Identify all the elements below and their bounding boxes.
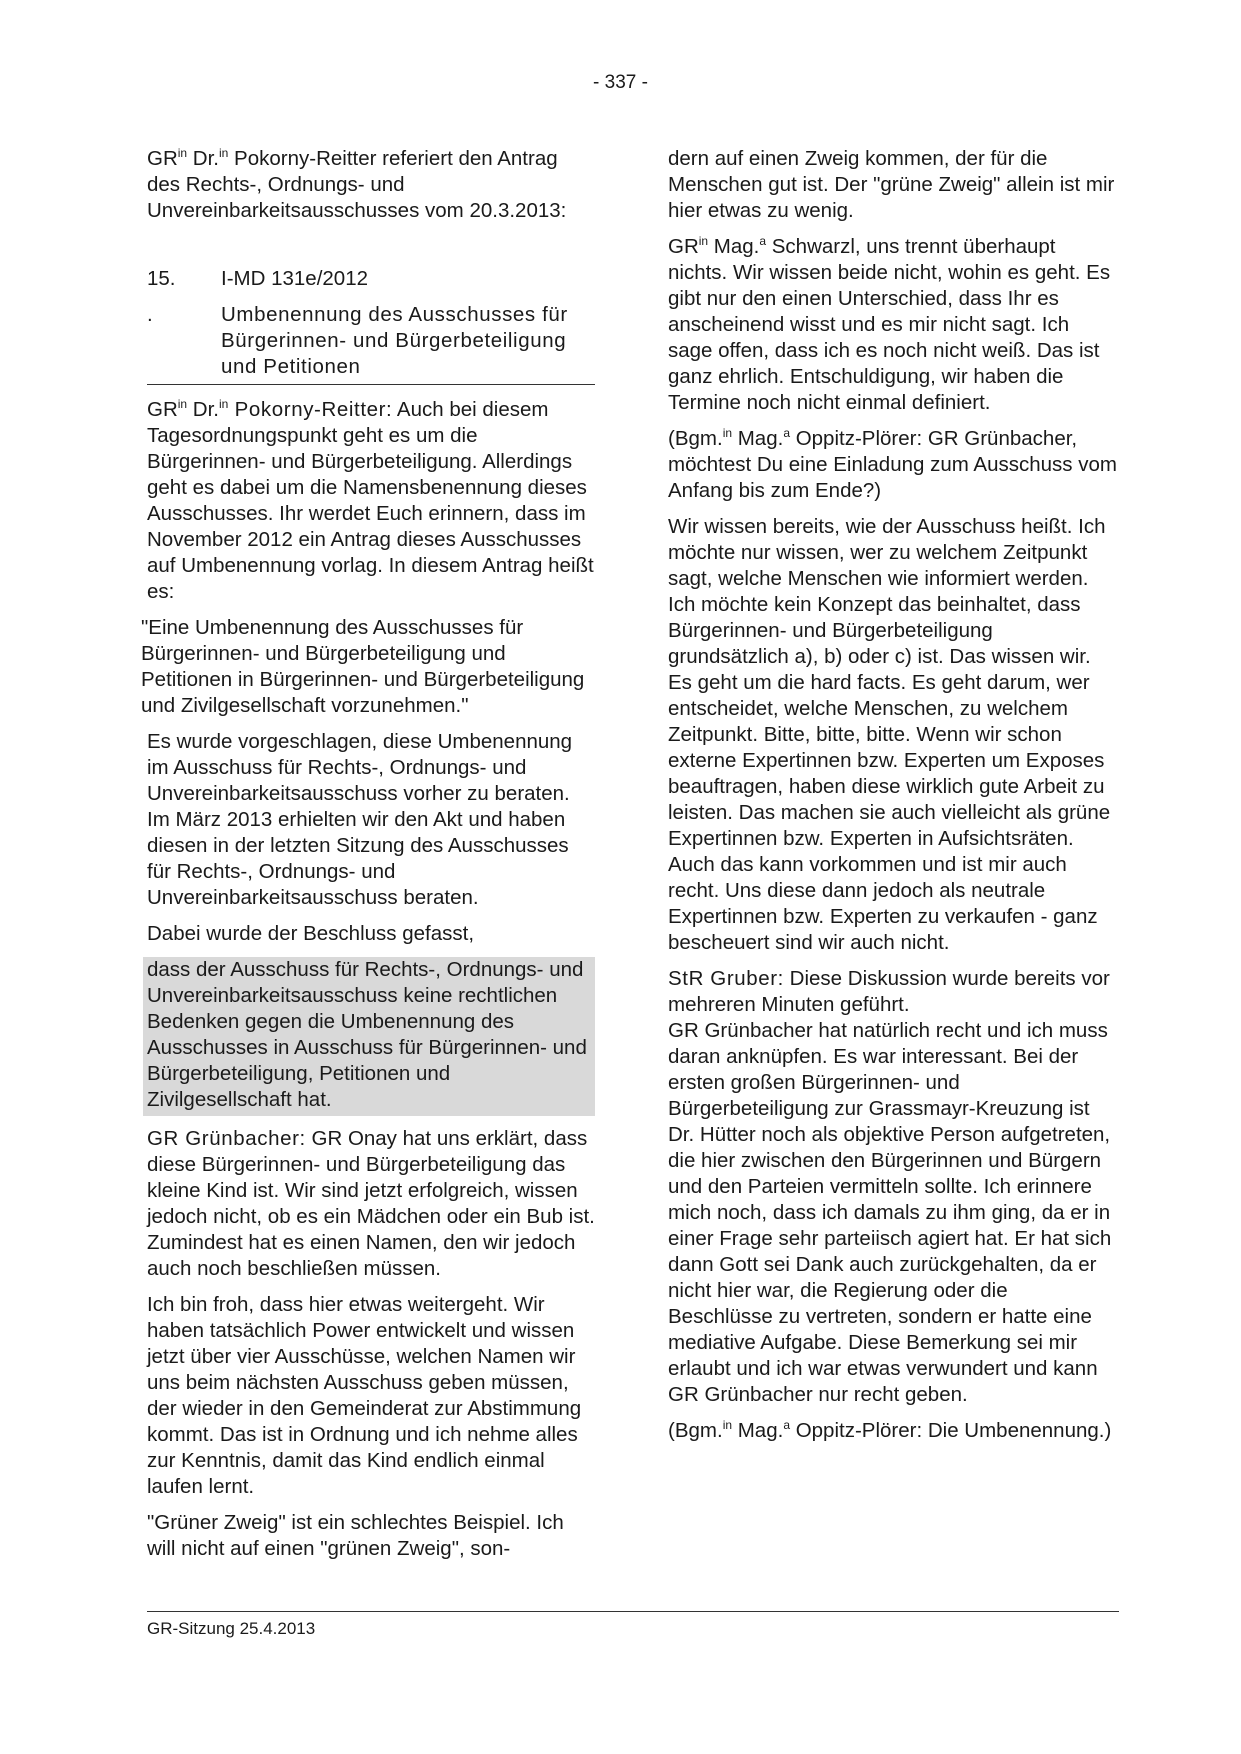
speech-gruenbacher bbox=[147, 1126, 595, 1282]
interjection-text: Oppitz-Plörer: GR Grünbacher, möchtest Du eine Einladung zum Ausschuss vom Anfang bis zum Ende?) bbox=[668, 427, 1117, 502]
title-gr: GR bbox=[147, 147, 178, 170]
intro-paragraph bbox=[147, 146, 595, 224]
speech-gruber bbox=[668, 966, 1118, 1408]
speech-text: Diese Diskussion wurde bereits vor mehreren Minuten geführt. bbox=[668, 967, 1110, 1016]
paragraph: "Grüner Zweig" ist ein schlechtes Beispiel. Ich will nicht auf einen "grünen Zweig", son- bbox=[147, 1511, 564, 1560]
resolution-box: dass der Ausschuss für Rechts-, Ordnungs- und Unvereinbarkeitsausschuss keine rechtlichen Bedenken gegen die Umbenennung des Ausschusses in Ausschuss für Bürgerinnen- und Bürgerbeteiligung, Petitionen und Zivilgesellschaft hat. bbox=[143, 957, 595, 1116]
agenda-item-number: 15. bbox=[147, 267, 176, 290]
speaker-name: GR Grünbacher: bbox=[147, 1127, 306, 1150]
sup-in: in bbox=[722, 1418, 733, 1433]
intro-text: Pokorny-Reitter referiert den Antrag des Rechts-, Ordnungs- und Unvereinbarkeitsausschusses vom 20.3.2013: bbox=[147, 147, 567, 222]
paragraph: Es wurde vorgeschlagen, diese Umbenennung im Ausschuss für Rechts-, Ordnungs- und Unvereinbarkeitsausschuss vorher zu beraten. Im März 2013 erhielten wir den Akt und haben diesen in der letzten Sitzung des Ausschusses für Rechts-, Ordnungs- und Unvereinbarkeitsausschuss beraten. bbox=[147, 730, 573, 909]
speech-text: Auch bei diesem Tagesordnungspunkt geht es um die Bürgerinnen- und Bürgerbeteiligung. Allerdings geht es dabei um die Namensbenennung dieses Ausschusses. Ihr werdet Euch erinnern, dass im November 2012 ein Antrag dieses Ausschusses auf Umbenennung vorlag. In diesem Antrag heißt es: bbox=[147, 398, 594, 603]
speech-text: GR Grünbacher hat natürlich recht und ich muss daran anknüpfen. Es war interessant. Bei der ersten großen Bürgerinnen- und Bürgerbeteiligung zur Grassmayr-Kreuzung ist Dr. Hütter noch als objektive Person aufgetreten, die hier zwischen den Bürgerinnen und Bürgern und den Parteien vermitteln sollte. Ich erinnere mich noch, dass ich damals zu ihm ging, da er in einer Frage sehr parteiisch agiert hat. Er hat sich dann Gott sei Dank auch zurückgehalten, da er nicht hier war, die Regierung oder die Beschlüsse zu vertreten, sondern er hatte eine mediative Aufgabe. Diese Bemerkung sei mir erlaubt und ich war etwas verwundert und kann GR Grünbacher nur recht geben. bbox=[668, 1019, 1112, 1406]
title-dr: Dr. bbox=[187, 147, 219, 170]
speech-text: GR Onay hat uns erklärt, dass diese Bürgerinnen- und Bürgerbeteiligung das kleine Kind ist. Wir sind jetzt erfolgreich, wissen jedoch nicht, ob es ein Mädchen oder ein Bub ist. Zumindest hat es einen Namen, den wir jedoch auch noch beschließen müssen. bbox=[147, 1127, 595, 1280]
paragraph: Wir wissen bereits, wie der Ausschuss heißt. Ich möchte nur wissen, wer zu welchem Zeitpunkt sagt, welche Menschen wie informiert werden. Ich möchte kein Konzept das beinhaltet, dass Bürgerinnen- und Bürgerbeteiligung grundsätzlich a), b) oder c) ist. Das wissen wir. Es geht um die hard facts. Es geht darum, wer entscheidet, welche Menschen, zu welchem Zeitpunkt. Bitte, bitte, bitte. Wenn wir schon externe Expertinnen bzw. Experten um Exposes beauftragen, haben diese wirklich gute Arbeit zu leisten. Das machen sie auch vielleicht als grüne Expertinnen bzw. Experten in Aufsichtsräten. Auch das kann vorkommen und ist mir auch recht. Uns diese dann jedoch als neutrale Expertinnen bzw. Experten zu verkaufen - ganz bescheuert sind wir auch nicht. bbox=[668, 515, 1111, 954]
title-mag: Mag. bbox=[708, 235, 760, 258]
agenda-item-title-row bbox=[147, 302, 595, 385]
title-gr: GR bbox=[668, 235, 699, 258]
speaker-name: StR Gruber: bbox=[668, 967, 784, 990]
page-number: - 337 - bbox=[593, 72, 648, 93]
agenda-item-title: Umbenennung des Ausschusses für Bürgerinnen- und Bürgerbeteiligung und Petitionen bbox=[221, 303, 568, 378]
agenda-item-dot: . bbox=[147, 303, 153, 326]
title-mag: Mag. bbox=[732, 1419, 784, 1442]
sup-in: in bbox=[219, 397, 229, 412]
speech-pokorny bbox=[147, 397, 595, 605]
quoted-motion: "Eine Umbenennung des Ausschusses für Bürgerinnen- und Bürgerbeteiligung und Petitionen in Bürgerinnen- und Bürgerbeteiligung und Zivilgesellschaft vorzunehmen." bbox=[141, 616, 585, 717]
sup-in: in bbox=[722, 426, 733, 441]
speech-gruenbacher-cont bbox=[668, 234, 1118, 416]
paragraph: Dabei wurde der Beschluss gefasst, bbox=[147, 922, 475, 945]
agenda-item bbox=[147, 266, 595, 292]
sup-in: in bbox=[698, 234, 709, 249]
left-column bbox=[141, 146, 595, 1572]
title-dr: Dr. bbox=[187, 398, 219, 421]
interjection bbox=[668, 426, 1118, 504]
sup-a: a bbox=[783, 426, 790, 441]
footer-divider bbox=[147, 1611, 1119, 1612]
interjection-text: Oppitz-Plörer: Die Umbenennung.) bbox=[790, 1419, 1112, 1442]
sup-in: in bbox=[177, 397, 188, 412]
agenda-item-code: I-MD 131e/2012 bbox=[221, 267, 369, 290]
sup-a: a bbox=[783, 1418, 790, 1433]
footer-text: GR-Sitzung 25.4.2013 bbox=[147, 1619, 316, 1638]
sup-in: in bbox=[219, 146, 229, 161]
sup-in: in bbox=[177, 146, 188, 161]
paragraph: Ich bin froh, dass hier etwas weitergeht. Wir haben tatsächlich Power entwickelt und wissen jetzt über vier Ausschüsse, welchen Namen wir uns beim nächsten Ausschuss geben müssen, der wieder in den Gemeinderat zur Abstimmung kommt. Das ist in Ordnung und ich nehme alles zur Kenntnis, damit das Kind endlich einmal laufen lernt. bbox=[147, 1293, 582, 1498]
speaker-name: Pokorny-Reitter: bbox=[228, 398, 393, 421]
title-bgm: (Bgm. bbox=[668, 1419, 723, 1442]
title-mag: Mag. bbox=[732, 427, 784, 450]
title-bgm: (Bgm. bbox=[668, 427, 723, 450]
interjection bbox=[668, 1418, 1118, 1444]
title-gr: GR bbox=[147, 398, 178, 421]
paragraph: dern auf einen Zweig kommen, der für die Menschen gut ist. Der "grüne Zweig" allein ist mir hier etwas zu wenig. bbox=[668, 147, 1115, 222]
speech-text: Schwarzl, uns trennt überhaupt nichts. Wir wissen beide nicht, wohin es geht. Es gibt nur den einen Unterschied, dass Ihr es anscheinend wisst und es mir nicht sagt. Ich sage offen, dass ich es noch nicht weiß. Das ist ganz ehrlich. Entschuldigung, wir haben die Termine noch nicht einmal definiert. bbox=[668, 235, 1111, 414]
right-column bbox=[668, 146, 1118, 1454]
sup-a: a bbox=[759, 234, 767, 249]
